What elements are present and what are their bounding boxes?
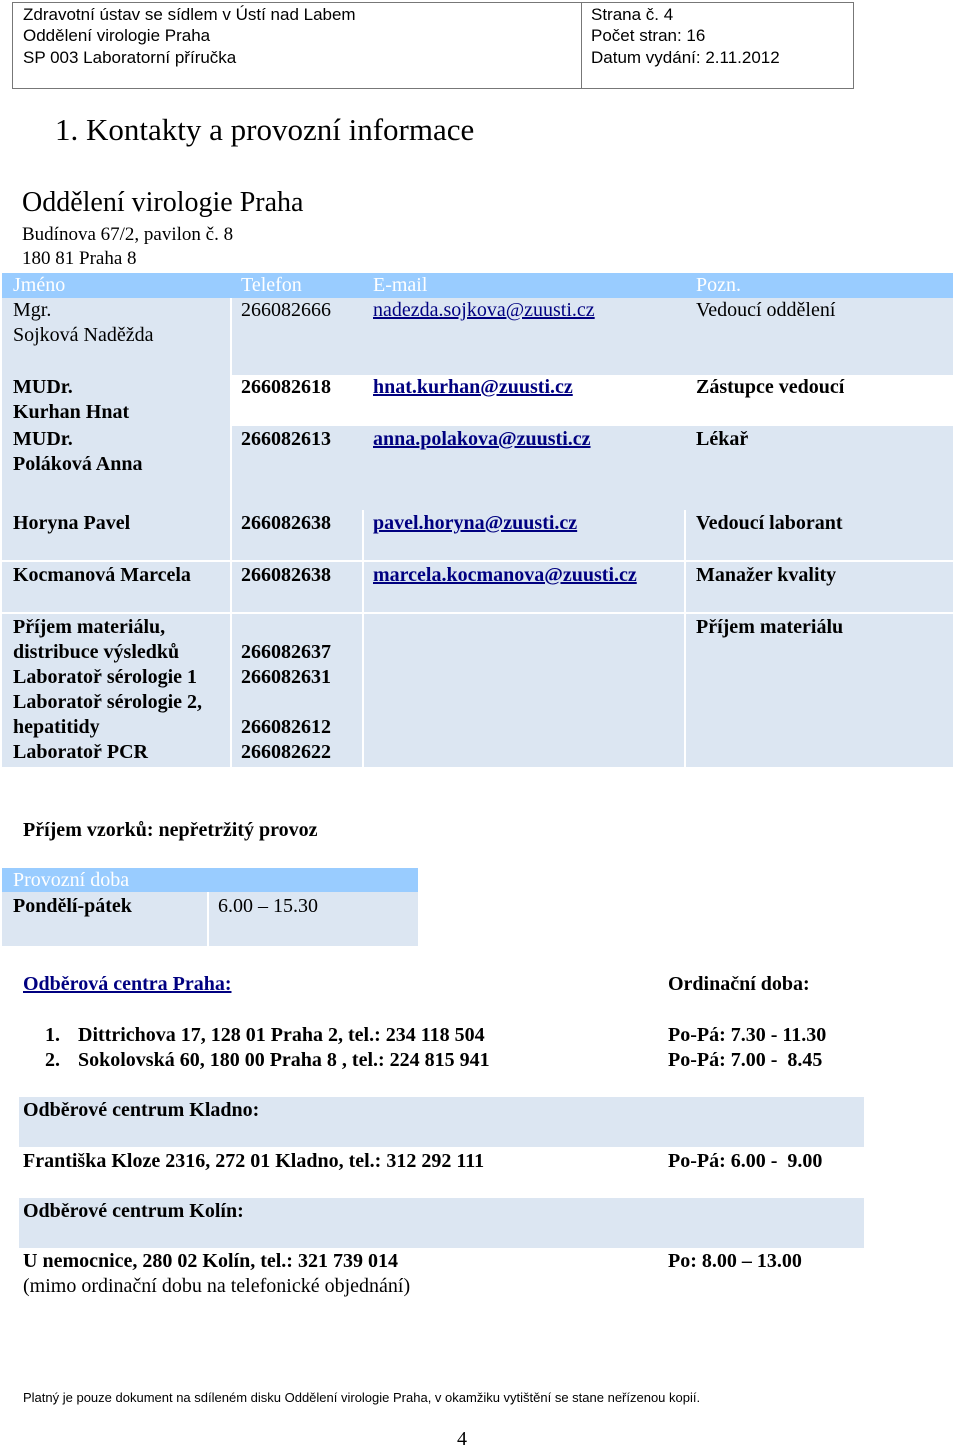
contact-name: Kocmanová Marcela bbox=[13, 564, 191, 586]
lab-phone: 266082637 bbox=[241, 641, 331, 663]
kolin-hours: Po: 8.00 – 13.00 bbox=[668, 1250, 802, 1272]
prague-item-number: 1. bbox=[45, 1024, 60, 1046]
contact-phone: 266082638 bbox=[241, 512, 331, 534]
department-address-2: 180 81 Praha 8 bbox=[22, 248, 137, 269]
contact-email-link[interactable]: hnat.kurhan@zuusti.cz bbox=[373, 376, 573, 398]
prague-hours-title: Ordinační doba: bbox=[668, 973, 810, 995]
contact-email-link[interactable]: anna.polakova@zuusti.cz bbox=[373, 428, 591, 450]
contact-phone: 266082618 bbox=[241, 376, 331, 398]
header-issue-date: Datum vydání: 2.11.2012 bbox=[591, 48, 780, 67]
contact-name: Kurhan Hnat bbox=[13, 401, 130, 423]
contact-email-link[interactable]: pavel.horyna@zuusti.cz bbox=[373, 512, 578, 534]
lab-line: hepatitidy bbox=[13, 716, 100, 738]
page-number: 4 bbox=[457, 1428, 467, 1450]
contact-email-link[interactable]: marcela.kocmanova@zuusti.cz bbox=[373, 564, 637, 586]
contact-email-link[interactable]: nadezda.sojkova@zuusti.cz bbox=[373, 299, 595, 321]
col-header-note: Pozn. bbox=[696, 274, 741, 296]
document-header bbox=[12, 2, 854, 89]
kladno-title: Odběrové centrum Kladno: bbox=[23, 1099, 260, 1121]
contact-note: Zástupce vedoucí bbox=[696, 376, 845, 398]
header-page-count: Počet stran: 16 bbox=[591, 26, 706, 45]
contact-note: Vedoucí laborant bbox=[696, 512, 843, 534]
footer-disclaimer: Platný je pouze dokument na sdíleném disku Oddělení virologie Praha, v okamžiku vytištění se stane neřízenou kopií. bbox=[23, 1390, 701, 1405]
contact-name: Poláková Anna bbox=[13, 453, 143, 475]
contact-note: Lékař bbox=[696, 428, 749, 450]
lab-phone: 266082631 bbox=[241, 666, 331, 688]
lab-line: Příjem materiálu, bbox=[13, 616, 166, 638]
contact-phone: 266082666 bbox=[241, 299, 331, 321]
contact-phone: 266082638 bbox=[241, 564, 331, 586]
page-title: 1. Kontakty a provozní informace bbox=[55, 112, 475, 147]
header-document: SP 003 Laboratorní příručka bbox=[23, 48, 237, 67]
department-address-1: Budínova 67/2, pavilon č. 8 bbox=[22, 224, 234, 245]
prague-item-address: Sokolovská 60, 180 00 Praha 8 , tel.: 224 815 941 bbox=[78, 1049, 490, 1071]
prague-item-hours: Po-Pá: 7.00 - 8.45 bbox=[668, 1049, 823, 1071]
kolin-title: Odběrové centrum Kolín: bbox=[23, 1200, 244, 1222]
header-divider bbox=[581, 3, 582, 88]
header-institute: Zdravotní ústav se sídlem v Ústí nad Labem bbox=[23, 5, 356, 24]
column-separator bbox=[362, 510, 364, 612]
column-separator bbox=[684, 510, 686, 767]
lab-note: Příjem materiálu bbox=[696, 616, 844, 638]
contact-name: Sojková Naděžda bbox=[13, 324, 154, 346]
prague-item-hours: Po-Pá: 7.30 - 11.30 bbox=[668, 1024, 827, 1046]
hours-day: Pondělí-pátek bbox=[13, 895, 132, 917]
lab-line: Laboratoř PCR bbox=[13, 741, 148, 763]
prague-item-address: Dittrichova 17, 128 01 Praha 2, tel.: 234 118 504 bbox=[78, 1024, 485, 1046]
lab-line: Laboratoř sérologie 2, bbox=[13, 691, 203, 713]
col-header-phone: Telefon bbox=[241, 274, 302, 296]
prague-item-number: 2. bbox=[45, 1049, 60, 1071]
kladno-hours: Po-Pá: 6.00 - 9.00 bbox=[668, 1150, 823, 1172]
hours-time: 6.00 – 15.30 bbox=[218, 895, 318, 917]
lab-line: distribuce výsledků bbox=[13, 641, 180, 663]
contact-note: Vedoucí oddělení bbox=[696, 299, 836, 321]
contacts-row-bg bbox=[230, 426, 953, 510]
column-separator bbox=[362, 614, 364, 767]
col-header-name: Jméno bbox=[13, 274, 66, 296]
col-header-email: E-mail bbox=[373, 274, 428, 296]
contacts-header-row bbox=[2, 273, 953, 298]
contact-title: MUDr. bbox=[13, 428, 73, 450]
contact-name: Horyna Pavel bbox=[13, 512, 131, 534]
department-name: Oddělení virologie Praha bbox=[22, 187, 304, 218]
kolin-note: (mimo ordinační dobu na telefonické objednání) bbox=[23, 1275, 411, 1297]
lab-phone: 266082622 bbox=[241, 741, 331, 763]
contact-note: Manažer kvality bbox=[696, 564, 837, 586]
column-separator bbox=[230, 298, 232, 767]
kladno-address: Františka Kloze 2316, 272 01 Kladno, tel.: 312 292 111 bbox=[23, 1150, 485, 1172]
hours-separator bbox=[207, 892, 209, 946]
contact-title: Mgr. bbox=[13, 299, 52, 321]
kolin-address: U nemocnice, 280 02 Kolín, tel.: 321 739 014 bbox=[23, 1250, 398, 1272]
hours-header: Provozní doba bbox=[13, 869, 130, 891]
lab-phone: 266082612 bbox=[241, 716, 331, 738]
header-page: Strana č. 4 bbox=[591, 5, 674, 24]
reception-info: Příjem vzorků: nepřetržitý provoz bbox=[23, 819, 318, 841]
header-department: Oddělení virologie Praha bbox=[23, 26, 211, 45]
lab-line: Laboratoř sérologie 1 bbox=[13, 666, 198, 688]
contact-title: MUDr. bbox=[13, 376, 73, 398]
prague-title: Odběrová centra Praha: bbox=[23, 973, 232, 995]
contact-phone: 266082613 bbox=[241, 428, 331, 450]
